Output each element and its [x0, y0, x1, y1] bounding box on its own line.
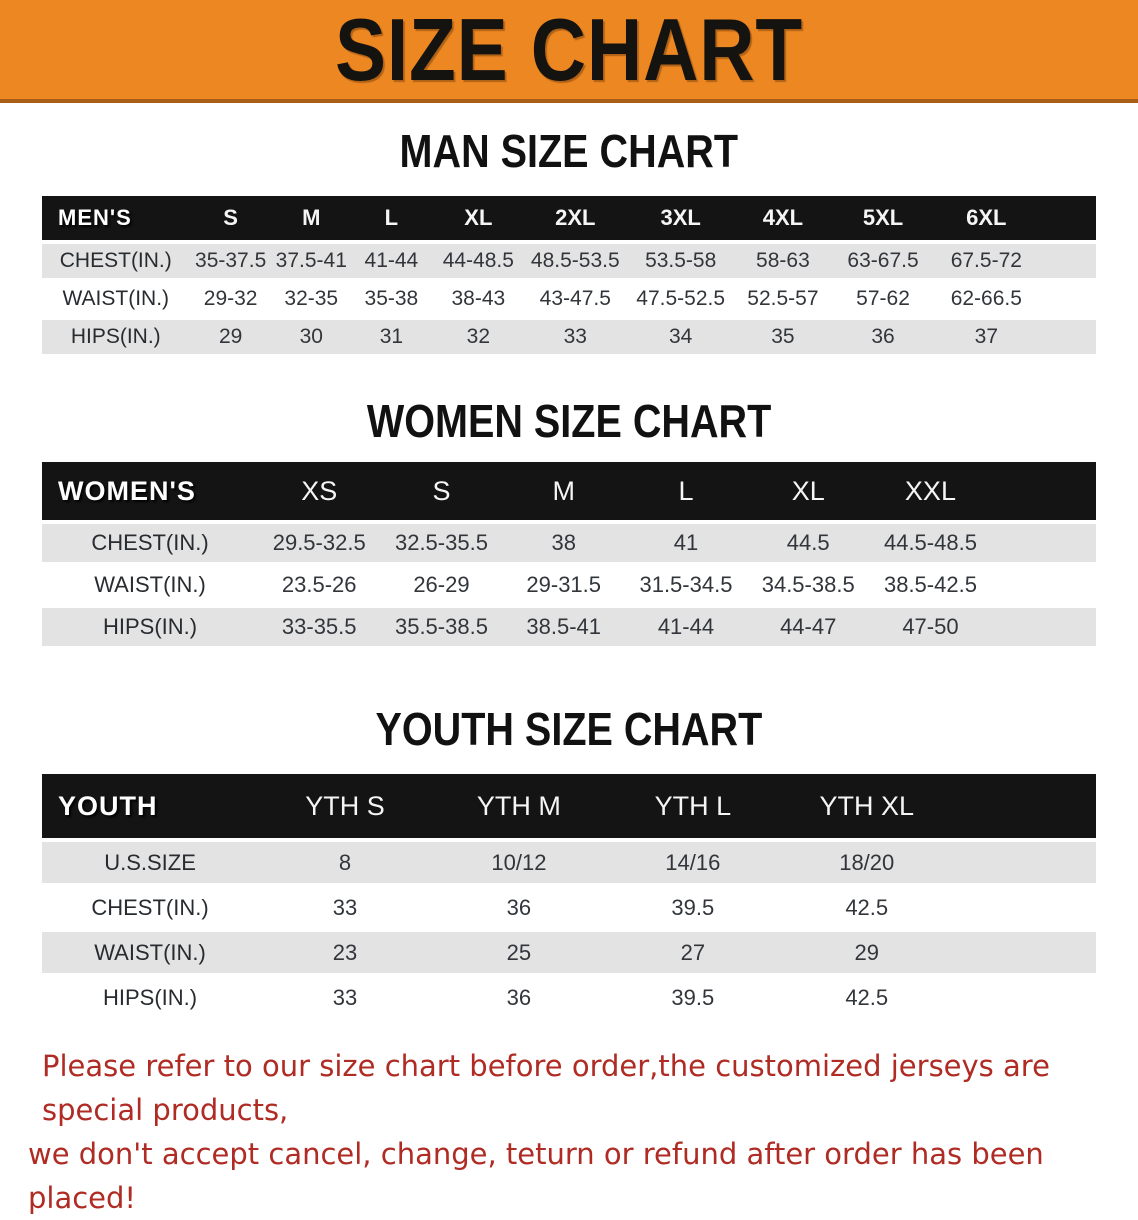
column-header: XL [747, 462, 869, 520]
size-cell: 53.5-58 [626, 244, 736, 278]
row-label: U.S.SIZE [42, 842, 258, 883]
section-heading [0, 394, 1138, 448]
row-label: WAIST(IN.) [42, 932, 258, 973]
size-cell: 33-35.5 [258, 608, 380, 646]
spacer-cell [992, 524, 1096, 562]
size-cell: 67.5-72 [936, 244, 1037, 278]
table-row [42, 524, 1096, 562]
row-label: HIPS(IN.) [42, 608, 258, 646]
column-header: L [351, 196, 432, 240]
size-cell: 63-67.5 [830, 244, 935, 278]
banner-title: SIZE CHART [334, 0, 804, 99]
section-heading-text: WOMEN SIZE CHART [366, 395, 772, 447]
order-notice [0, 1044, 1138, 1220]
size-cell: 37.5-41 [272, 244, 351, 278]
size-cell: 62-66.5 [950, 287, 1022, 310]
size-cell: 44.5-48.5 [869, 524, 991, 562]
spacer-cell [1037, 282, 1096, 316]
size-chart-sections [0, 124, 1138, 1022]
size-cell: 35 [735, 320, 830, 354]
column-header: 4XL [735, 196, 830, 240]
size-cell: 44.5 [747, 524, 869, 562]
column-header: 2XL [525, 196, 626, 240]
row-label: WAIST(IN.) [94, 572, 206, 597]
table-row [42, 887, 1096, 928]
size-cell: 44-48.5 [432, 244, 525, 278]
size-cell: 35.5-38.5 [380, 608, 502, 646]
row-label: CHEST(IN.) [42, 524, 258, 562]
size-cell: 41-44 [625, 608, 747, 646]
size-cell: 38-43 [451, 287, 506, 310]
spacer-cell [1037, 244, 1096, 278]
table-row [42, 932, 1096, 973]
column-header: XL [432, 196, 525, 240]
spacer-cell [992, 608, 1096, 646]
group-label: MEN'S [42, 196, 190, 240]
size-cell: 23.5-26 [281, 572, 357, 597]
column-header: YTH L [606, 774, 780, 838]
size-chart-banner [0, 0, 1138, 103]
size-cell: 30 [272, 320, 351, 354]
size-cell: 34 [626, 320, 736, 354]
column-header: 5XL [830, 196, 935, 240]
size-cell: 29 [190, 320, 272, 354]
size-cell: 8 [258, 842, 432, 883]
size-table-youth [42, 770, 1096, 1022]
spacer-cell [954, 842, 1096, 883]
size-cell: 48.5-53.5 [525, 244, 626, 278]
spacer-cell [992, 462, 1096, 520]
column-header: 3XL [626, 196, 736, 240]
table-header-row [42, 196, 1096, 240]
group-label: YOUTH [42, 774, 258, 838]
size-cell: 41 [625, 524, 747, 562]
row-label: HIPS(IN.) [42, 320, 190, 354]
spacer-cell [992, 566, 1096, 604]
column-header: XXL [869, 462, 991, 520]
table-header-row [42, 462, 1096, 520]
size-cell: 39.5 [671, 894, 715, 920]
size-cell: 32 [432, 320, 525, 354]
spacer-cell [1037, 320, 1096, 354]
row-label: CHEST(IN.) [42, 244, 190, 278]
size-cell: 23 [258, 932, 432, 973]
size-cell: 32-35 [284, 287, 339, 310]
section-heading-text: YOUTH SIZE CHART [375, 703, 763, 755]
row-label: CHEST(IN.) [91, 894, 209, 920]
notice-line-1: Please refer to our size chart before order,the customized jerseys are special products, [42, 1049, 1050, 1127]
column-header: 6XL [936, 196, 1037, 240]
size-cell: 47-50 [869, 608, 991, 646]
size-table-women [42, 458, 1096, 650]
size-cell: 31 [351, 320, 432, 354]
table-row [42, 842, 1096, 883]
size-cell: 35-37.5 [190, 244, 272, 278]
size-cell: 47.5-52.5 [636, 287, 726, 310]
size-cell: 29-31.5 [526, 572, 602, 597]
size-cell: 36 [506, 894, 532, 920]
size-cell: 42.5 [845, 894, 889, 920]
section-women [0, 394, 1138, 650]
size-cell: 43-47.5 [539, 287, 611, 310]
size-cell: 36 [830, 320, 935, 354]
size-cell: 18/20 [780, 842, 954, 883]
size-cell: 33 [332, 984, 358, 1010]
column-header: M [503, 462, 625, 520]
column-header: S [190, 196, 272, 240]
size-cell: 10/12 [432, 842, 606, 883]
table-row [42, 282, 1096, 316]
notice-line-2: we don't accept cancel, change, teturn or refund after order has been placed! [28, 1137, 1044, 1215]
table-row [42, 320, 1096, 354]
size-cell: 27 [606, 932, 780, 973]
size-cell: 29-32 [203, 287, 258, 310]
section-heading [0, 702, 1138, 756]
table-row [42, 566, 1096, 604]
table-header-row [42, 774, 1096, 838]
spacer-cell [954, 932, 1096, 973]
size-cell: 44-47 [747, 608, 869, 646]
size-cell: 35-38 [364, 287, 419, 310]
section-heading-text: MAN SIZE CHART [399, 125, 739, 177]
size-cell: 36 [506, 984, 532, 1010]
row-label: WAIST(IN.) [62, 287, 170, 310]
column-header: L [625, 462, 747, 520]
size-cell: 52.5-57 [747, 287, 819, 310]
table-row [42, 977, 1096, 1018]
section-men [0, 124, 1138, 358]
spacer-cell [954, 887, 1096, 928]
column-header: YTH XL [780, 774, 954, 838]
column-header: S [380, 462, 502, 520]
table-row [42, 608, 1096, 646]
size-cell: 26-29 [413, 572, 470, 597]
size-cell: 14/16 [606, 842, 780, 883]
spacer-cell [1037, 196, 1096, 240]
size-cell: 37 [936, 320, 1037, 354]
size-cell: 38.5-42.5 [883, 572, 977, 597]
size-cell: 39.5 [671, 984, 715, 1010]
size-cell: 34.5-38.5 [761, 572, 855, 597]
size-cell: 38 [503, 524, 625, 562]
group-label: WOMEN'S [42, 462, 258, 520]
size-cell: 33 [332, 894, 358, 920]
size-cell: 33 [525, 320, 626, 354]
size-cell: 38.5-41 [503, 608, 625, 646]
table-row [42, 244, 1096, 278]
size-cell: 29 [780, 932, 954, 973]
size-cell: 58-63 [735, 244, 830, 278]
column-header: M [272, 196, 351, 240]
size-table-men [42, 192, 1096, 358]
size-cell: 31.5-34.5 [639, 572, 733, 597]
spacer-cell [954, 774, 1096, 838]
column-header: YTH S [258, 774, 432, 838]
size-cell: 42.5 [845, 984, 889, 1010]
row-label: HIPS(IN.) [102, 984, 198, 1010]
column-header: YTH M [432, 774, 606, 838]
section-youth [0, 702, 1138, 1022]
size-cell: 32.5-35.5 [380, 524, 502, 562]
size-cell: 57-62 [856, 287, 910, 310]
section-heading [0, 124, 1138, 178]
size-cell: 41-44 [351, 244, 432, 278]
size-cell: 25 [432, 932, 606, 973]
spacer-cell [954, 977, 1096, 1018]
column-header: XS [258, 462, 380, 520]
size-cell: 29.5-32.5 [258, 524, 380, 562]
